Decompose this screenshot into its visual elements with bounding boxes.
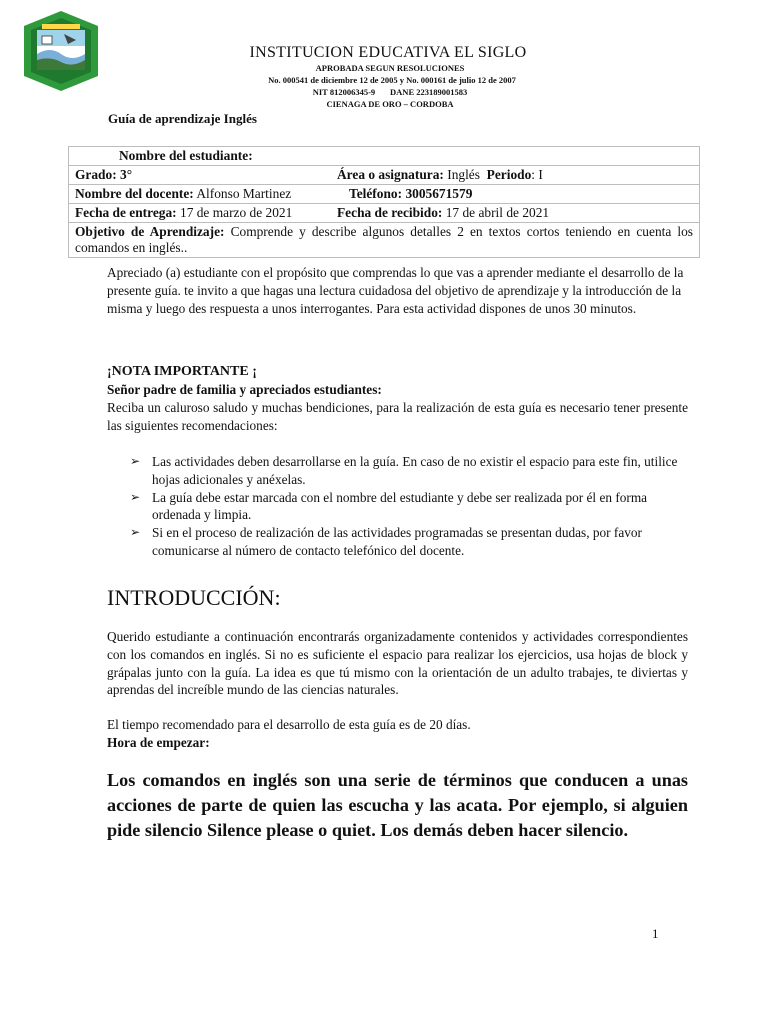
nit-dane-line: NIT 812006345-9 DANE 223189001583: [312, 87, 468, 97]
start-time-label: Hora de empezar:: [107, 735, 210, 750]
student-info-table: [68, 146, 700, 258]
introduction-heading: INTRODUCCIÓN:: [107, 585, 281, 610]
delivery-date-label: Fecha de entrega:: [75, 205, 177, 220]
arrow-bullet-icon: ➢: [130, 454, 141, 468]
arrow-bullet-icon: ➢: [130, 489, 141, 504]
delivery-date-value: 17 de marzo de 2021: [180, 205, 293, 220]
page-number: 1: [652, 926, 659, 941]
received-date-value: 17 de abril de 2021: [445, 205, 550, 220]
list-item: ➢ Las actividades deben desarrollarse en la guía. En caso de no existir el espacio para este fin, utilice hojas adicionales y anéxelas.: [130, 454, 678, 487]
note-body: Reciba un caluroso saludo y muchas bendiciones, para la realización de esta guía es necesario tener presente las siguientes recomendaciones:: [107, 400, 688, 433]
commands-text: Los comandos en inglés son una serie de términos que conducen a unas acciones de parte de quien las escucha y las acata. Por ejemplo, si alguien pide silencio Silence please o quiet. Los demás deben hacer silencio.: [107, 770, 688, 840]
introduction-body: Querido estudiante a continuación encontrarás organizadamente contenidos y actividades correspondientes con los comandos en inglés. Si no es suficiente el espacio para realizar los ejercicios, usa hojas de block y grápalas junto con la guía. La idea es que tú mismo con la orientación de un adulto trabajes, te diviertas y aprendas del increíble mundo de las ciencias naturales.: [107, 629, 688, 698]
period-label: Periodo: [486, 167, 532, 182]
note-title: ¡NOTA IMPORTANTE ¡: [107, 364, 257, 379]
list-item: ➢ Si en el proceso de realización de las actividades programadas se presentan dudas, por favor comunicarse al número de contacto telefónico del docente.: [130, 525, 642, 558]
resolutions-line: No. 000541 de diciembre 12 de 2005 y No. 000161 de julio 12 de 2007: [268, 75, 516, 85]
teacher-value: Alfonso Martinez: [196, 186, 292, 201]
objective-value: Comprende y describe algunos detalles 2 en textos cortos teniendo en cuenta los comandos en inglés..: [75, 224, 693, 255]
area-value: Inglés: [447, 167, 480, 182]
teacher-label: Nombre del docente:: [75, 186, 194, 201]
grade-label: Grado:: [75, 167, 117, 182]
table-row: [69, 204, 700, 223]
student-name-label: Nombre del estudiante:: [119, 148, 253, 163]
received-date-label: Fecha de recibido:: [337, 205, 443, 220]
guide-title: Guía de aprendizaje Inglés: [108, 111, 257, 126]
grade-value: 3°: [120, 167, 133, 182]
list-item: ➢ La guía debe estar marcada con el nombre del estudiante y debe ser realizada por él en forma ordenada y limpia.: [130, 489, 648, 523]
table-row: [69, 185, 700, 204]
recommended-time: El tiempo recomendado para el desarrollo de esta guía es de 20 días.: [107, 717, 471, 732]
objective-label: Objetivo de Aprendizaje:: [75, 224, 225, 239]
phone-label: Teléfono:: [349, 186, 403, 201]
recommendations-list: [130, 453, 690, 560]
area-label: Área o asignatura:: [337, 167, 444, 182]
table-row: [69, 147, 700, 166]
institution-name: INSTITUCION EDUCATIVA EL SIGLO: [249, 44, 527, 61]
phone-value: 3005671579: [405, 186, 473, 201]
intro-paragraph: Apreciado (a) estudiante con el propósito que comprendas lo que vas a aprender mediante el desarrollo de la presente guía. te invito a que hagas una lectura cuidadosa del objetivo de aprendizaje y la introducción de la misma y luego des respuesta a unos interrogantes. Para esta actividad dispones de unos 30 minutos.: [107, 265, 684, 316]
location-line: CIENAGA DE ORO – CORDOBA: [326, 99, 454, 109]
table-row: [69, 223, 700, 258]
note-subtitle: Señor padre de familia y apreciados estudiantes:: [107, 382, 382, 397]
arrow-bullet-icon: ➢: [130, 525, 141, 540]
approval-line: APROBADA SEGUN RESOLUCIONES: [315, 63, 465, 73]
period-value: : I: [531, 167, 543, 182]
table-row: [69, 166, 700, 185]
